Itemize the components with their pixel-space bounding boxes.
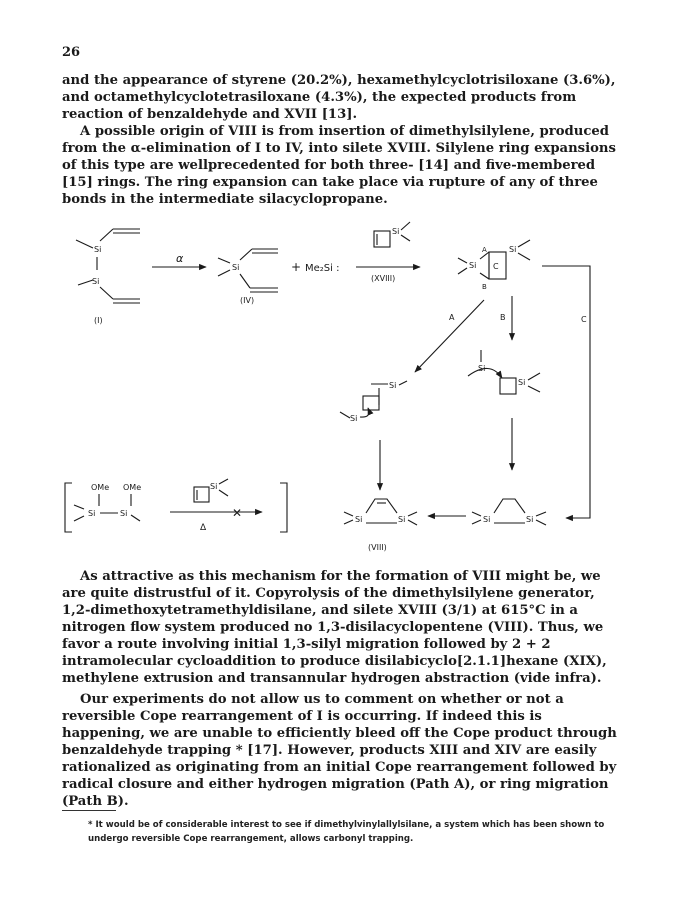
paragraph-2: A possible origin of VIII is from insertion of dimethylsilylene, produced from the α-elimination of I to IV, into silete XVIII. Silylene ring expansions of this type are wellprecedented for both three- [14] and five-membered [15] rings. The ring expansion can take place via rupture of any of three bonds in the intermediate silacyclopropane. [62, 124, 616, 207]
delta-label: Δ [200, 523, 207, 533]
si-label: Si [88, 509, 96, 518]
compound-label-xviii: (XVIII) [371, 274, 396, 283]
si-label: Si [210, 482, 218, 491]
si-label: Si [483, 515, 491, 524]
bond-b-label: B [482, 283, 487, 291]
path-c-line [542, 266, 590, 518]
si-label: Si [398, 515, 406, 524]
path-b-intermediate [468, 350, 540, 394]
compound-label-i: (I) [94, 316, 103, 325]
si-label: Si [389, 381, 397, 390]
path-c-label: C [581, 315, 587, 324]
control-experiment [65, 479, 287, 533]
compound-iv [218, 249, 278, 305]
path-a-arrow [415, 300, 484, 372]
cross-mark: ✕ [232, 506, 243, 520]
si-label: Si [509, 245, 517, 254]
path-a-label: A [449, 313, 455, 322]
si-label: Si [350, 414, 358, 423]
si-label: Si [355, 515, 363, 524]
path-b-label: B [500, 313, 506, 322]
paragraph-4: Our experiments do not allow us to comment on whether or not a reversible Cope rearrangement of I is occurring. If indeed this is happening, we are unable to efficiently bleed off the Cope product through benzaldehyde trapping * [17]. However, products XIII and XIV are easily rationalized as originating from an initial Cope rearrangement followed by radical closure and either hydrogen migration (Path A), or ring migration (Path B). [62, 692, 617, 809]
radical-precursor [472, 499, 546, 525]
compound-i [76, 229, 140, 325]
paragraph-1: and the appearance of styrene (20.2%), hexamethylcyclotrisiloxane (3.6%), and octamethylcyclotetrasiloxane (4.3%), the expected products from reaction of benzaldehyde and XVII [13]. [62, 73, 616, 122]
si-label: Si [120, 509, 128, 518]
page-number: 26 [62, 45, 81, 60]
ome-label: OMe [123, 483, 142, 492]
si-label: Si [94, 245, 102, 254]
si-label: Si [92, 277, 100, 286]
silacyclopropane-intermediate [458, 240, 530, 291]
si-label: Si [526, 515, 534, 524]
si-label: Si [518, 378, 526, 387]
path-a-intermediate [340, 381, 407, 423]
product-viii [344, 499, 417, 552]
si-label: Si [469, 261, 477, 270]
footnote-rule [62, 810, 116, 811]
compound-label-iv: (IV) [240, 296, 255, 305]
plus-sign: + [291, 260, 302, 274]
si-label: Si [232, 263, 240, 272]
paragraph-3: As attractive as this mechanism for the formation of VIII might be, we are quite distrustful of it. Copyrolysis of the dimethylsilylene generator, 1,2-dimethoxytetramethyldisilane, and silete XVIII (3/1) at 615°C in a nitrogen flow system produced no 1,3-disilacyclopentene (VIII). Thus, we favor a route involving initial 1,3-silyl migration followed by 2 + 2 intramolecular cycloaddition to produce disilabicyclo[2.1.1]hexane (XIX), methylene extrusion and transannular hydrogen abstraction (vide infra). [62, 569, 607, 686]
si-label: Si [392, 227, 400, 236]
bond-c-label: C [493, 262, 499, 271]
silete-xviii [374, 222, 410, 247]
dimethylsilylene: Me₂Si : [305, 263, 340, 274]
compound-label-viii: (VIII) [368, 543, 387, 552]
ome-label: OMe [91, 483, 110, 492]
si-label: Si [478, 364, 486, 373]
alpha-label: α [176, 252, 184, 265]
bond-a-label: A [482, 246, 487, 254]
footnote: * It would be of considerable interest to see if dimethylvinylallylsilane, a system which has been shown to undergo reversible Cope rearrangement, allows carbonyl trapping. [88, 820, 605, 844]
